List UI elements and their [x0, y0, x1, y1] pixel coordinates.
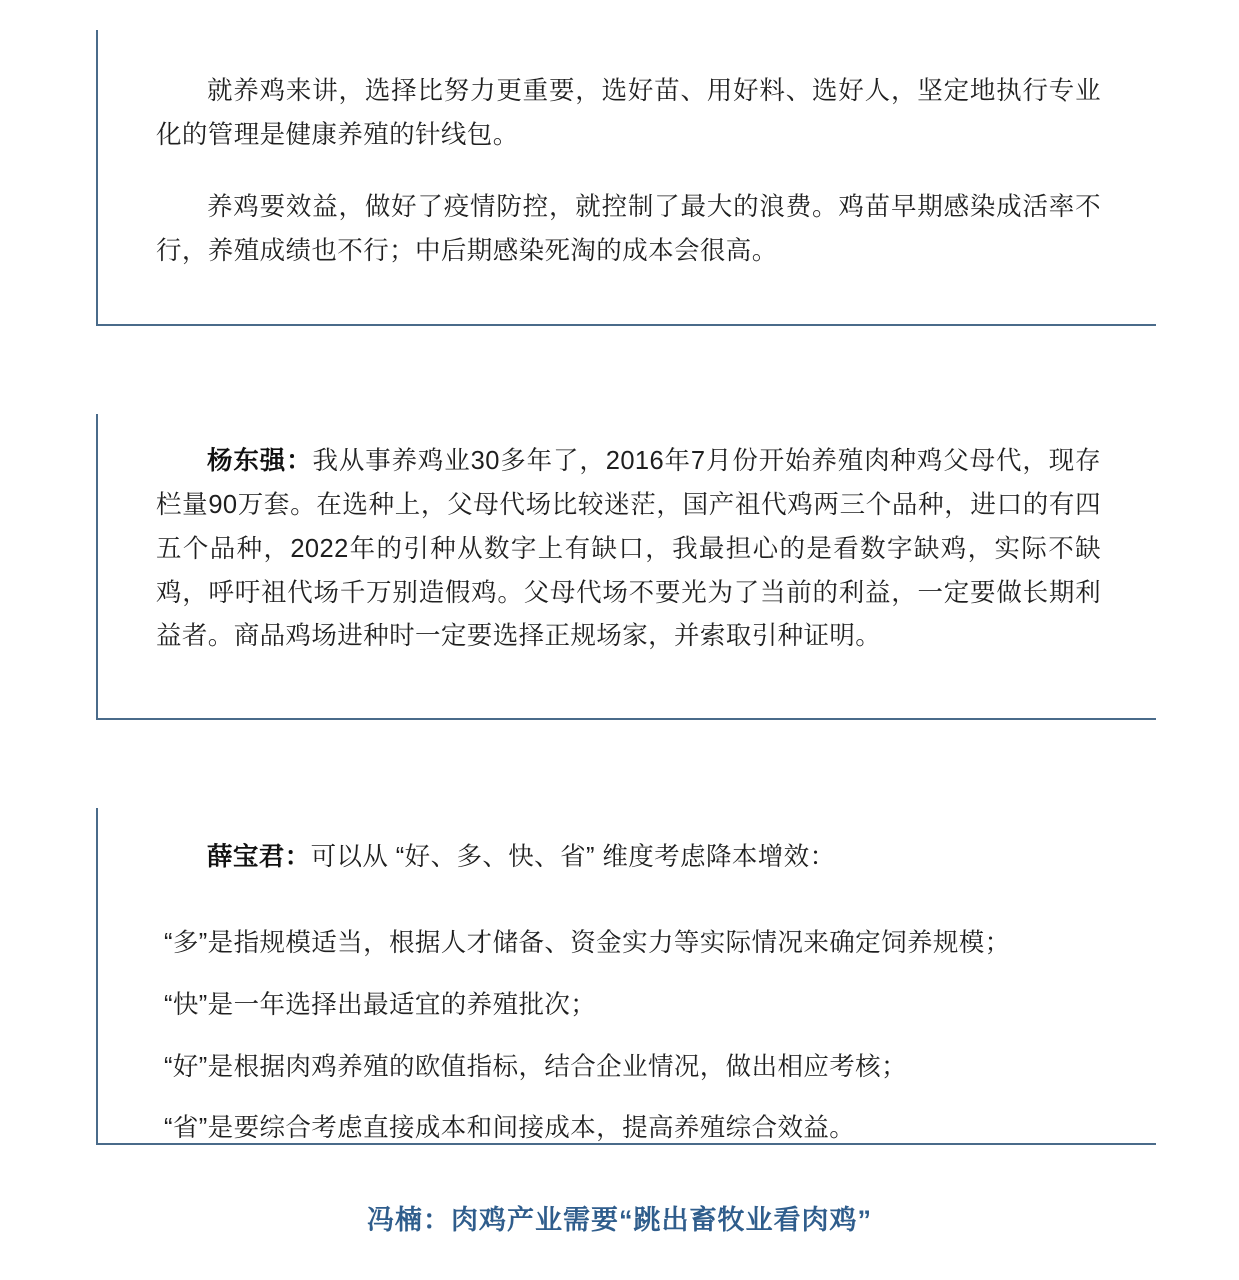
- paragraph: [156, 836, 1101, 880]
- list-item: “省”是要综合考虑直接成本和间接成本，提高养殖综合效益。: [164, 1114, 856, 1143]
- paragraph: 养鸡要效益，做好了疫情防控，就控制了最大的浪费。鸡苗早期感染成活率不行，养殖成绩也不行；中后期感染死淘的成本会很高。: [156, 192, 1101, 265]
- list-item: “多”是指规模适当，根据人才储备、资金实力等实际情况来确定饲养规模；: [164, 928, 1011, 957]
- speaker-name: 杨东强：: [207, 447, 313, 475]
- paragraph: 就养鸡来讲，选择比努力更重要，选好苗、用好料、选好人，坚定地执行专业化的管理是健康养殖的针线包。: [156, 77, 1101, 149]
- list-item: “快”是一年选择出最适宜的养殖批次；: [164, 990, 597, 1019]
- quote-block-2-body: [98, 414, 1156, 659]
- quote-block-1: [96, 30, 1156, 326]
- dimension-list: [156, 922, 1101, 1151]
- list-item: “好”是根据肉鸡养殖的欧值指标，结合企业情况，做出相应考核；: [164, 1052, 907, 1081]
- section-heading: 冯楠：肉鸡产业需要“跳出畜牧业看肉鸡”: [367, 1205, 872, 1235]
- speaker-name: 薛宝君：: [207, 843, 311, 871]
- quote-block-1-body: [98, 30, 1156, 273]
- quote-block-3: [96, 808, 1156, 1145]
- quote-block-3-body: [98, 808, 1156, 1151]
- quote-block-2: [96, 414, 1156, 720]
- speaker-text: 我从事养鸡业30多年了，2016年7月份开始养殖肉种鸡父母代，现存栏量90万套。在选种上，父母代场比较迷茫，国产祖代鸡两三个品种，进口的有四五个品种，2022年的引种从数字上有缺口，我最担心的是看数字缺鸡，实际不缺鸡，呼吁祖代场千万别造假鸡。父母代场不要光为了当前的利益，一定要做长期利益者。商品鸡场进种时一定要选择正规场家，并索取引种证明。: [156, 447, 1101, 651]
- paragraph: [156, 440, 1101, 659]
- speaker-text: 可以从 “好、多、快、省” 维度考虑降本增效：: [310, 843, 836, 871]
